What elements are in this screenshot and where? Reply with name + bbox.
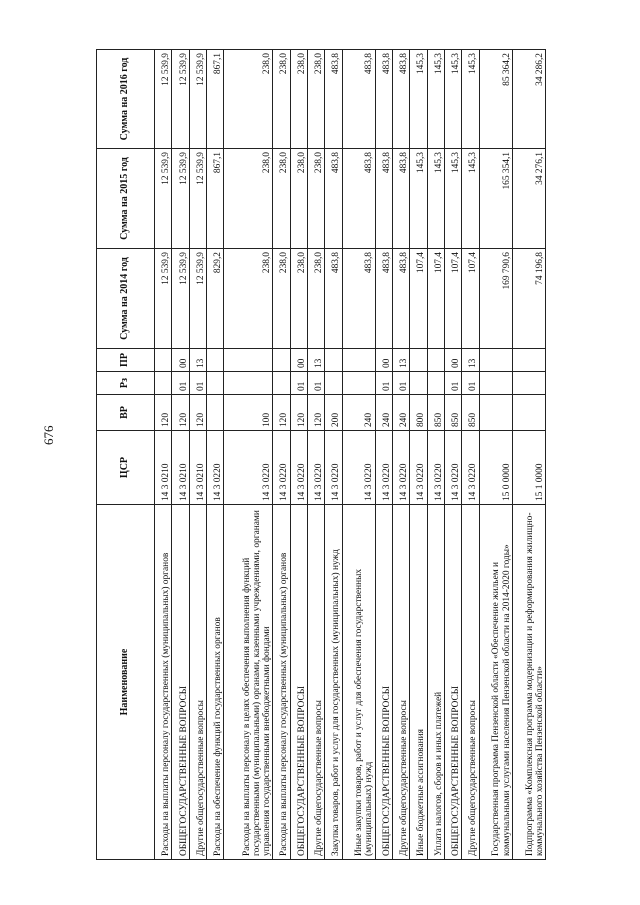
cell-vr: 240 [342, 395, 375, 431]
table-row [325, 50, 342, 860]
cell-pr: 13 [307, 349, 324, 372]
cell-name: Государственная программа Пензенской области «Обеспечение жильем и коммунальными услугами населения Пензенской области на 2014-2020 годы» [479, 505, 512, 860]
table-row [273, 50, 290, 860]
cell-name: ОБЩЕГОСУДАРСТВЕННЫЕ ВОПРОСЫ [444, 505, 461, 860]
cell-vr: 120 [155, 395, 172, 431]
cell-rz [427, 372, 444, 395]
cell-rz: 01 [392, 372, 409, 395]
cell-y2014: 107,4 [427, 249, 444, 349]
header-rz: Рз [97, 372, 155, 395]
cell-y2015: 165 354,1 [479, 149, 512, 249]
cell-vr: 120 [273, 395, 290, 431]
cell-y2015: 483,8 [392, 149, 409, 249]
cell-csr: 14 3 0220 [410, 431, 427, 505]
table-row [410, 50, 427, 860]
cell-vr: 100 [224, 395, 273, 431]
cell-y2016: 34 286,2 [512, 50, 545, 149]
cell-csr: 14 3 0220 [444, 431, 461, 505]
header-name: Наименование [97, 505, 155, 860]
page-number: 676 [41, 425, 56, 445]
cell-pr [224, 349, 273, 372]
cell-y2015: 145,3 [462, 149, 479, 249]
cell-pr: 00 [290, 349, 307, 372]
cell-csr: 15 0 0000 [479, 431, 512, 505]
cell-y2016: 483,8 [375, 50, 392, 149]
cell-name: Закупка товаров, работ и услуг для государственных (муниципальных) нужд [325, 505, 342, 860]
cell-csr: 14 3 0220 [206, 431, 223, 505]
cell-y2016: 145,3 [444, 50, 461, 149]
cell-y2015: 238,0 [224, 149, 273, 249]
cell-pr [427, 349, 444, 372]
cell-csr: 14 3 0220 [307, 431, 324, 505]
table-row [392, 50, 409, 860]
cell-y2016: 145,3 [410, 50, 427, 149]
cell-pr: 13 [462, 349, 479, 372]
cell-pr: 00 [172, 349, 189, 372]
cell-name: Другие общегосударственные вопросы [307, 505, 324, 860]
cell-y2015: 238,0 [273, 149, 290, 249]
cell-y2016: 12 539,9 [189, 50, 206, 149]
cell-name: ОБЩЕГОСУДАРСТВЕННЫЕ ВОПРОСЫ [172, 505, 189, 860]
cell-pr [155, 349, 172, 372]
cell-y2016: 483,8 [392, 50, 409, 149]
cell-rz [206, 372, 223, 395]
cell-csr: 14 3 0220 [342, 431, 375, 505]
cell-vr: 240 [392, 395, 409, 431]
cell-y2015: 12 539,9 [189, 149, 206, 249]
cell-y2014: 238,0 [224, 249, 273, 349]
table-row [375, 50, 392, 860]
cell-rz: 01 [375, 372, 392, 395]
cell-csr: 14 3 0210 [155, 431, 172, 505]
cell-vr: 120 [307, 395, 324, 431]
cell-y2016: 238,0 [224, 50, 273, 149]
cell-y2014: 74 196,8 [512, 249, 545, 349]
table-row [444, 50, 461, 860]
table-row [224, 50, 273, 860]
cell-name: Другие общегосударственные вопросы [392, 505, 409, 860]
cell-rz [273, 372, 290, 395]
cell-vr: 200 [325, 395, 342, 431]
table-row [462, 50, 479, 860]
rotated-table-wrapper [96, 50, 546, 860]
cell-csr: 14 3 0210 [189, 431, 206, 505]
table-row [427, 50, 444, 860]
cell-y2014: 829,2 [206, 249, 223, 349]
cell-vr: 850 [462, 395, 479, 431]
cell-csr: 14 3 0220 [290, 431, 307, 505]
cell-y2014: 238,0 [307, 249, 324, 349]
cell-vr: 850 [444, 395, 461, 431]
cell-pr [325, 349, 342, 372]
cell-y2015: 238,0 [290, 149, 307, 249]
cell-rz: 01 [290, 372, 307, 395]
cell-rz: 01 [444, 372, 461, 395]
cell-csr: 14 3 0220 [273, 431, 290, 505]
table-row [290, 50, 307, 860]
cell-vr [206, 395, 223, 431]
cell-pr [342, 349, 375, 372]
cell-y2016: 483,8 [325, 50, 342, 149]
header-csr: ЦСР [97, 431, 155, 505]
cell-csr: 14 3 0220 [224, 431, 273, 505]
cell-y2014: 107,4 [410, 249, 427, 349]
cell-y2015: 238,0 [307, 149, 324, 249]
cell-name: Расходы на выплаты персоналу государственных (муниципальных) органов [155, 505, 172, 860]
cell-rz [224, 372, 273, 395]
cell-y2014: 169 790,6 [479, 249, 512, 349]
table-row [512, 50, 545, 860]
cell-y2016: 85 364,2 [479, 50, 512, 149]
cell-pr [479, 349, 512, 372]
cell-y2016: 238,0 [307, 50, 324, 149]
cell-y2015: 12 539,9 [155, 149, 172, 249]
cell-y2014: 12 539,9 [155, 249, 172, 349]
cell-y2014: 483,8 [392, 249, 409, 349]
cell-rz [410, 372, 427, 395]
cell-vr: 850 [427, 395, 444, 431]
cell-pr [206, 349, 223, 372]
cell-y2016: 238,0 [290, 50, 307, 149]
cell-y2014: 12 539,9 [172, 249, 189, 349]
cell-y2016: 238,0 [273, 50, 290, 149]
cell-vr [479, 395, 512, 431]
table-row [307, 50, 324, 860]
cell-csr: 14 3 0220 [462, 431, 479, 505]
cell-y2014: 483,8 [325, 249, 342, 349]
cell-pr [273, 349, 290, 372]
cell-y2015: 483,8 [375, 149, 392, 249]
cell-y2016: 483,8 [342, 50, 375, 149]
cell-name: Расходы на выплаты персоналу в целях обеспечения выполнения функций государственными (муниципальными) органами, казенными учреждениями, органами управления государственными внебюджетными фондами [224, 505, 273, 860]
cell-csr: 14 3 0210 [172, 431, 189, 505]
header-2015: Сумма на 2015 год [97, 149, 155, 249]
cell-rz [325, 372, 342, 395]
cell-y2014: 12 539,9 [189, 249, 206, 349]
budget-table [96, 49, 546, 860]
cell-csr: 14 3 0220 [427, 431, 444, 505]
cell-pr [512, 349, 545, 372]
cell-name: Расходы на обеспечение функций государственных органов [206, 505, 223, 860]
cell-rz: 01 [189, 372, 206, 395]
cell-y2016: 867,1 [206, 50, 223, 149]
cell-y2016: 12 539,9 [155, 50, 172, 149]
header-vr: ВР [97, 395, 155, 431]
table-row [206, 50, 223, 860]
cell-vr: 120 [172, 395, 189, 431]
cell-pr [410, 349, 427, 372]
header-2014: Сумма на 2014 год [97, 249, 155, 349]
cell-csr: 14 3 0220 [325, 431, 342, 505]
cell-name: Уплата налогов, сборов и иных платежей [427, 505, 444, 860]
cell-name: Другие общегосударственные вопросы [462, 505, 479, 860]
cell-y2015: 145,3 [444, 149, 461, 249]
cell-y2015: 867,1 [206, 149, 223, 249]
cell-name: Иные бюджетные ассигнования [410, 505, 427, 860]
cell-rz [512, 372, 545, 395]
header-row [97, 50, 155, 860]
table-row [189, 50, 206, 860]
cell-rz [155, 372, 172, 395]
cell-y2016: 12 539,9 [172, 50, 189, 149]
cell-y2016: 145,3 [462, 50, 479, 149]
cell-y2015: 34 276,1 [512, 149, 545, 249]
table-row [155, 50, 172, 860]
cell-pr: 00 [444, 349, 461, 372]
cell-y2014: 107,4 [462, 249, 479, 349]
cell-vr: 120 [189, 395, 206, 431]
cell-rz [342, 372, 375, 395]
cell-y2014: 238,0 [290, 249, 307, 349]
cell-name: ОБЩЕГОСУДАРСТВЕННЫЕ ВОПРОСЫ [375, 505, 392, 860]
cell-y2015: 145,3 [427, 149, 444, 249]
table-row [342, 50, 375, 860]
cell-y2015: 483,8 [325, 149, 342, 249]
cell-y2015: 483,8 [342, 149, 375, 249]
cell-vr [512, 395, 545, 431]
cell-name: Иные закупки товаров, работ и услуг для обеспечения государственных (муниципальных) нужд [342, 505, 375, 860]
cell-rz: 01 [172, 372, 189, 395]
cell-name: ОБЩЕГОСУДАРСТВЕННЫЕ ВОПРОСЫ [290, 505, 307, 860]
table-row [172, 50, 189, 860]
cell-csr: 14 3 0220 [392, 431, 409, 505]
cell-vr: 800 [410, 395, 427, 431]
cell-vr: 120 [290, 395, 307, 431]
header-2016: Сумма на 2016 год [97, 50, 155, 149]
cell-y2015: 145,3 [410, 149, 427, 249]
cell-name: Расходы на выплаты персоналу государственных (муниципальных) органов [273, 505, 290, 860]
cell-csr: 15 1 0000 [512, 431, 545, 505]
cell-y2015: 12 539,9 [172, 149, 189, 249]
cell-csr: 14 3 0220 [375, 431, 392, 505]
cell-rz: 01 [307, 372, 324, 395]
table-row [479, 50, 512, 860]
cell-pr: 13 [189, 349, 206, 372]
cell-rz [479, 372, 512, 395]
cell-y2014: 483,8 [342, 249, 375, 349]
cell-name: Подпрограмма «Комплексная программа модернизации и реформирования жилищно-коммунального хозяйства Пензенской области» [512, 505, 545, 860]
cell-rz: 01 [462, 372, 479, 395]
header-pr: ПР [97, 349, 155, 372]
cell-y2016: 145,3 [427, 50, 444, 149]
cell-y2014: 483,8 [375, 249, 392, 349]
cell-vr: 240 [375, 395, 392, 431]
cell-y2014: 238,0 [273, 249, 290, 349]
cell-name: Другие общегосударственные вопросы [189, 505, 206, 860]
cell-pr: 13 [392, 349, 409, 372]
cell-pr: 00 [375, 349, 392, 372]
table-body [155, 50, 546, 860]
cell-y2014: 107,4 [444, 249, 461, 349]
